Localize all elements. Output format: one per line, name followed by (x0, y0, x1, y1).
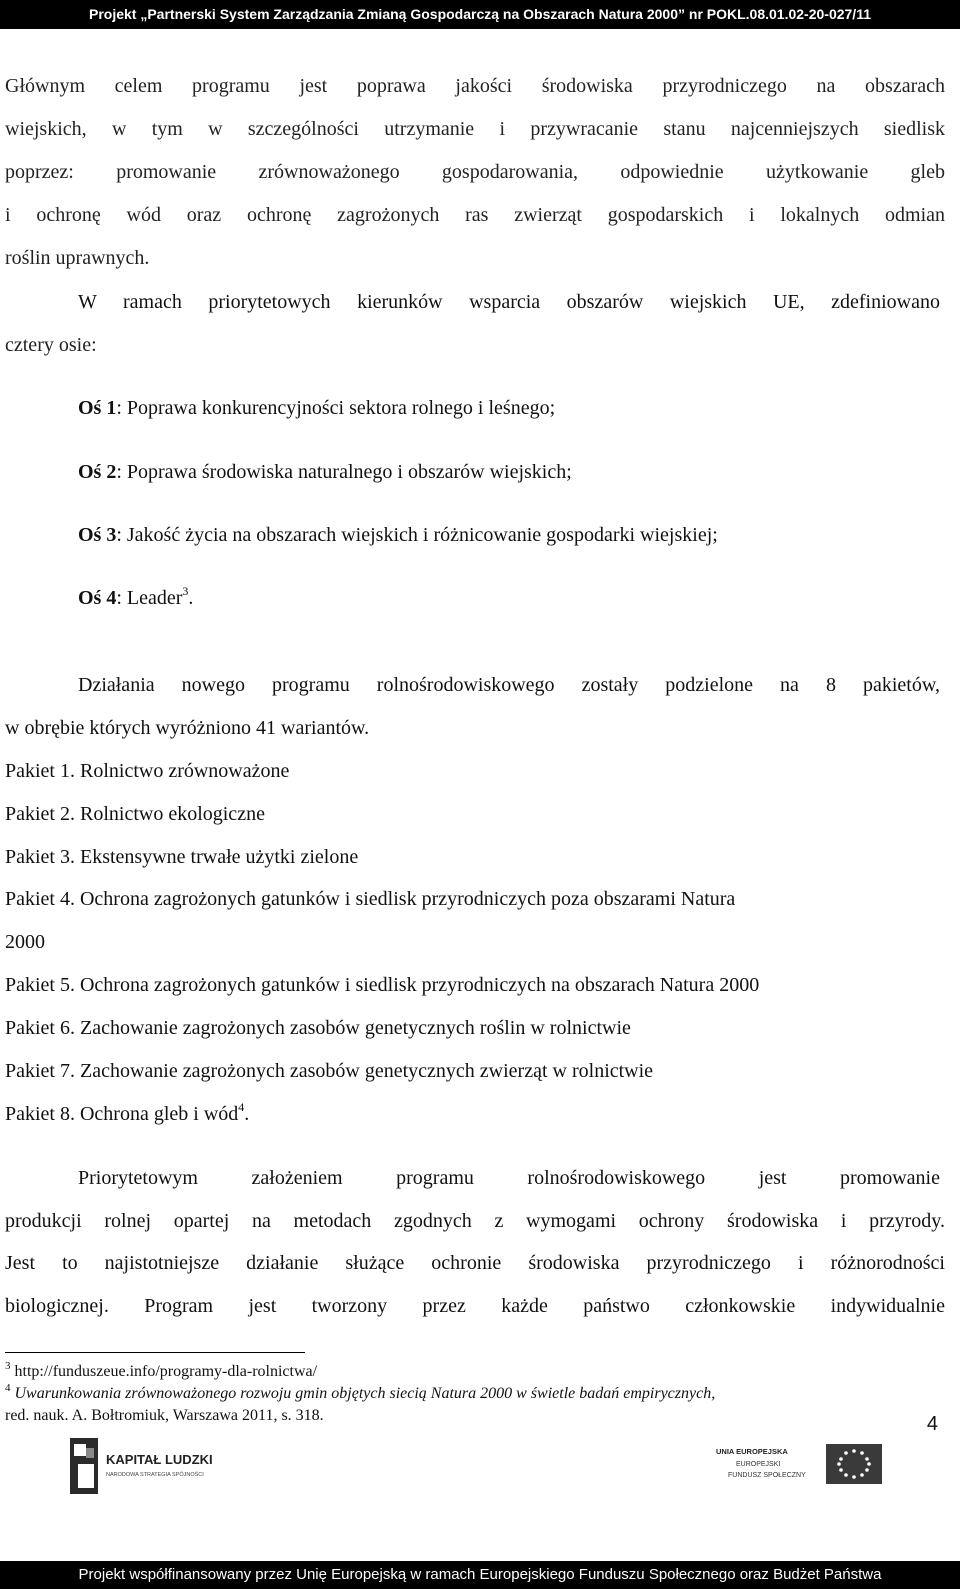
page-header: Projekt „Partnerski System Zarządzania Zmianą Gospodarczą na Obszarach Natura 2000” nr POKL.08.01.02-20-027/11 (0, 0, 960, 29)
closing-line-1: Priorytetowym założeniem programu rolnośrodowiskowego jest promowanie (78, 1167, 940, 1189)
axis-label: Oś (78, 587, 102, 609)
package-item: Pakiet 5. Ochrona zagrożonych gatunków i siedlisk przyrodniczych na obszarach Natura 2000 (5, 974, 760, 996)
logo-right-title: UNIA EUROPEJSKA (716, 1447, 788, 1456)
eu-flag-icon (826, 1444, 882, 1484)
packages-intro-line-2: w obrębie których wyróżniono 41 wariantów. (5, 717, 370, 739)
footnote-ref[interactable]: 3 (182, 584, 189, 598)
logo-right-line3: FUNDUSZ SPOŁECZNY (728, 1472, 806, 1479)
footnote-3 (5, 1362, 317, 1382)
axis-number: 4 (106, 587, 117, 609)
footnote-3-link[interactable]: http://funduszeue.info/programy-dla-rolnictwa/ (10, 1363, 318, 1380)
axis-number: 3 (106, 524, 117, 546)
page-number: 4 (926, 1413, 938, 1435)
logo-left-subtitle: NARODOWA STRATEGIA SPÓJNOŚCI (106, 1472, 204, 1478)
packages-intro-line-1: Działania nowego programu rolnośrodowiskowego zostały podzielone na 8 pakietów, (78, 674, 940, 696)
axis-item (78, 523, 718, 547)
axis-label: Oś (78, 524, 102, 546)
footnote-4-title: Uwarunkowania zrównoważonego rozwoju gmin objętych siecią Natura 2000 w świetle badań empirycznych, (10, 1385, 716, 1402)
footnote-4-source: red. nauk. A. Bołtromiuk, Warszawa 2011, s. 318. (5, 1407, 324, 1424)
intro-line-3: poprzez: promowanie zrównoważonego gospodarowania, odpowiednie użytkowanie gleb (5, 161, 945, 183)
package-item (5, 1102, 249, 1126)
closing-line-2: produkcji rolnej opartej na metodach zgodnych z wymogami ochrony środowiska i przyrody. (5, 1210, 945, 1232)
intro-line-1: Głównym celem programu jest poprawa jakości środowiska przyrodniczego na obszarach (5, 75, 945, 97)
footnote-number: 4 (5, 1382, 11, 1394)
eu-logo (716, 1440, 896, 1502)
intro-line-5: roślin uprawnych. (5, 247, 150, 269)
package-8-tail: . (244, 1103, 250, 1125)
axis-number: 2 (106, 461, 117, 483)
intro-line-4: i ochronę wód oraz ochronę zagrożonych ras zwierząt gospodarskich i lokalnych odmian (5, 204, 945, 226)
logo-right-line2: EUROPEJSKI (736, 1461, 781, 1468)
package-item: Pakiet 6. Zachowanie zagrożonych zasobów genetycznych roślin w rolnictwie (5, 1017, 631, 1039)
axis-text: : Poprawa konkurencyjności sektora rolnego i leśnego; (116, 397, 556, 419)
axis-item (78, 586, 193, 610)
kapital-ludzki-logo (64, 1434, 214, 1498)
axis-text: : Leader (116, 587, 183, 609)
kapital-ludzki-emblem-icon (70, 1438, 98, 1494)
package-item: Pakiet 1. Rolnictwo zrównoważone (5, 760, 290, 782)
footnote-separator (5, 1352, 305, 1353)
closing-line-3: Jest to najistotniejsze działanie służące ochronie środowiska przyrodniczego i różnorodności (5, 1252, 945, 1274)
package-item: Pakiet 2. Rolnictwo ekologiczne (5, 803, 265, 825)
package-item: Pakiet 3. Ekstensywne trwałe użytki zielone (5, 846, 359, 868)
axis-item (78, 460, 572, 484)
axes-intro-line-1: W ramach priorytetowych kierunków wsparcia obszarów wiejskich UE, zdefiniowano (78, 291, 940, 313)
axis-label: Oś (78, 397, 102, 419)
intro-line-2: wiejskich, w tym w szczególności utrzymanie i przywracanie stanu najcenniejszych siedlisk (5, 118, 945, 140)
footnote-number: 3 (5, 1360, 11, 1372)
package-item-continuation: 2000 (5, 931, 45, 953)
footnote-ref[interactable]: 4 (238, 1100, 245, 1114)
axis-tail: . (188, 587, 194, 609)
axis-number: 1 (106, 397, 117, 419)
axis-text: : Jakość życia na obszarach wiejskich i różnicowanie gospodarki wiejskiej; (116, 524, 718, 546)
page-footer: Projekt współfinansowany przez Unię Europejską w ramach Europejskiego Funduszu Społecznego oraz Budżet Państwa (0, 1561, 960, 1589)
logo-left-title: KAPITAŁ LUDZKI (106, 1452, 213, 1467)
closing-line-4: biologicznej. Program jest tworzony przez każde państwo członkowskie indywidualnie (5, 1295, 945, 1317)
package-item: Pakiet 7. Zachowanie zagrożonych zasobów genetycznych zwierząt w rolnictwie (5, 1060, 654, 1082)
package-item: Pakiet 4. Ochrona zagrożonych gatunków i siedlisk przyrodniczych poza obszarami Natura (5, 888, 736, 910)
axes-intro-line-2: cztery osie: (5, 334, 97, 356)
axis-text: : Poprawa środowiska naturalnego i obszarów wiejskich; (116, 461, 572, 483)
footnote-4 (5, 1384, 715, 1404)
axis-item (78, 396, 555, 420)
axis-label: Oś (78, 461, 102, 483)
package-8-text: Pakiet 8. Ochrona gleb i wód (5, 1103, 239, 1125)
